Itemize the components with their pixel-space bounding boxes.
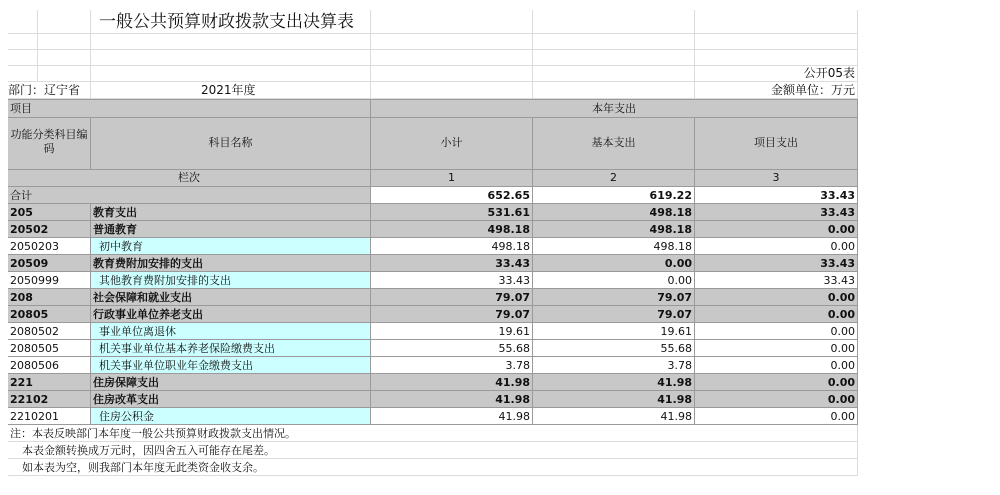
row-basic: 79.07 (533, 306, 695, 323)
table-row (8, 289, 858, 306)
row-name: 普通教育 (91, 221, 371, 238)
row-project: 0.00 (695, 221, 858, 238)
row-name: 机关事业单位职业年金缴费支出 (91, 357, 371, 374)
row-basic: 19.61 (533, 323, 695, 340)
row-code: 20805 (8, 306, 91, 323)
row-basic: 41.98 (533, 374, 695, 391)
table-row (8, 357, 858, 374)
year-label: 2021年度 (91, 82, 371, 99)
header-row-3 (8, 170, 858, 187)
row-subtotal: 79.07 (371, 289, 533, 306)
header-project: 项目支出 (695, 118, 858, 170)
row-code: 2050203 (8, 238, 91, 255)
row-code: 2050999 (8, 272, 91, 289)
row-subtotal: 41.98 (371, 374, 533, 391)
row-subtotal: 498.18 (371, 221, 533, 238)
row-name: 其他教育费附加安排的支出 (91, 272, 371, 289)
row-subtotal: 41.98 (371, 391, 533, 408)
row-code: 20502 (8, 221, 91, 238)
row-code: 208 (8, 289, 91, 306)
row-project: 33.43 (695, 255, 858, 272)
header-col-3: 3 (695, 170, 858, 187)
row-name: 住房公积金 (91, 408, 371, 425)
row-subtotal: 33.43 (371, 255, 533, 272)
row-basic: 79.07 (533, 289, 695, 306)
row-code: 2210201 (8, 408, 91, 425)
table-row (8, 340, 858, 357)
row-name: 事业单位离退休 (91, 323, 371, 340)
header-row-1 (8, 99, 858, 118)
table-row (8, 323, 858, 340)
row-project: 0.00 (695, 323, 858, 340)
row-name: 初中教育 (91, 238, 371, 255)
row-subtotal: 41.98 (371, 408, 533, 425)
row-project: 33.43 (695, 272, 858, 289)
row-code: 20509 (8, 255, 91, 272)
note-2: 本表金额转换成万元时，因四舍五入可能存在尾差。 (8, 442, 858, 459)
total-label: 合计 (8, 187, 371, 204)
header-item: 项目 (8, 100, 371, 118)
row-subtotal: 3.78 (371, 357, 533, 374)
row-project: 0.00 (695, 408, 858, 425)
row-basic: 0.00 (533, 272, 695, 289)
row-subtotal: 19.61 (371, 323, 533, 340)
title-row (8, 10, 858, 34)
row-name: 教育费附加安排的支出 (91, 255, 371, 272)
header-row-2 (8, 118, 858, 170)
row-basic: 55.68 (533, 340, 695, 357)
header-col-1: 1 (371, 170, 533, 187)
meta-row (8, 82, 858, 99)
header-current-year: 本年支出 (371, 100, 858, 118)
table-row (8, 306, 858, 323)
row-basic: 498.18 (533, 221, 695, 238)
row-subtotal: 498.18 (371, 238, 533, 255)
header-col-2: 2 (533, 170, 695, 187)
data-rows (8, 204, 858, 425)
row-basic: 41.98 (533, 391, 695, 408)
row-name: 住房改革支出 (91, 391, 371, 408)
unit-label: 金额单位：万元 (695, 82, 858, 99)
table-row (8, 221, 858, 238)
row-project: 0.00 (695, 306, 858, 323)
note-1: 注：本表反映部门本年度一般公共预算财政拨款支出情况。 (8, 425, 858, 442)
row-subtotal: 531.61 (371, 204, 533, 221)
row-subtotal: 79.07 (371, 306, 533, 323)
row-subtotal: 33.43 (371, 272, 533, 289)
total-basic: 619.22 (533, 187, 695, 204)
table-row (8, 272, 858, 289)
row-code: 22102 (8, 391, 91, 408)
row-basic: 498.18 (533, 204, 695, 221)
total-subtotal: 652.65 (371, 187, 533, 204)
header-subtotal: 小计 (371, 118, 533, 170)
row-code: 2080502 (8, 323, 91, 340)
total-project: 33.43 (695, 187, 858, 204)
row-project: 33.43 (695, 204, 858, 221)
spreadsheet (8, 10, 858, 476)
note-3: 如本表为空，则我部门本年度无此类资金收支余。 (8, 459, 858, 476)
row-project: 0.00 (695, 357, 858, 374)
header-name: 科目名称 (91, 118, 371, 170)
row-project: 0.00 (695, 238, 858, 255)
row-basic: 41.98 (533, 408, 695, 425)
header-code: 功能分类科目编码 (8, 118, 91, 170)
row-basic: 3.78 (533, 357, 695, 374)
row-name: 行政事业单位养老支出 (91, 306, 371, 323)
row-code: 205 (8, 204, 91, 221)
header-column-order: 栏次 (8, 170, 371, 187)
row-project: 0.00 (695, 391, 858, 408)
row-basic: 0.00 (533, 255, 695, 272)
table-row (8, 255, 858, 272)
table-row (8, 204, 858, 221)
department-label: 部门：辽宁省 (8, 83, 81, 97)
row-name: 机关事业单位基本养老保险缴费支出 (91, 340, 371, 357)
table-row (8, 408, 858, 425)
total-row (8, 187, 858, 204)
form-code: 公开05表 (695, 66, 858, 82)
row-name: 社会保障和就业支出 (91, 289, 371, 306)
row-name: 教育支出 (91, 204, 371, 221)
row-code: 221 (8, 374, 91, 391)
row-name: 住房保障支出 (91, 374, 371, 391)
row-subtotal: 55.68 (371, 340, 533, 357)
row-project: 0.00 (695, 374, 858, 391)
table-row (8, 238, 858, 255)
row-project: 0.00 (695, 289, 858, 306)
page-title: 一般公共预算财政拨款支出决算表 (91, 10, 371, 34)
table-row (8, 374, 858, 391)
row-basic: 498.18 (533, 238, 695, 255)
row-project: 0.00 (695, 340, 858, 357)
row-code: 2080505 (8, 340, 91, 357)
table-row (8, 391, 858, 408)
row-code: 2080506 (8, 357, 91, 374)
header-basic: 基本支出 (533, 118, 695, 170)
